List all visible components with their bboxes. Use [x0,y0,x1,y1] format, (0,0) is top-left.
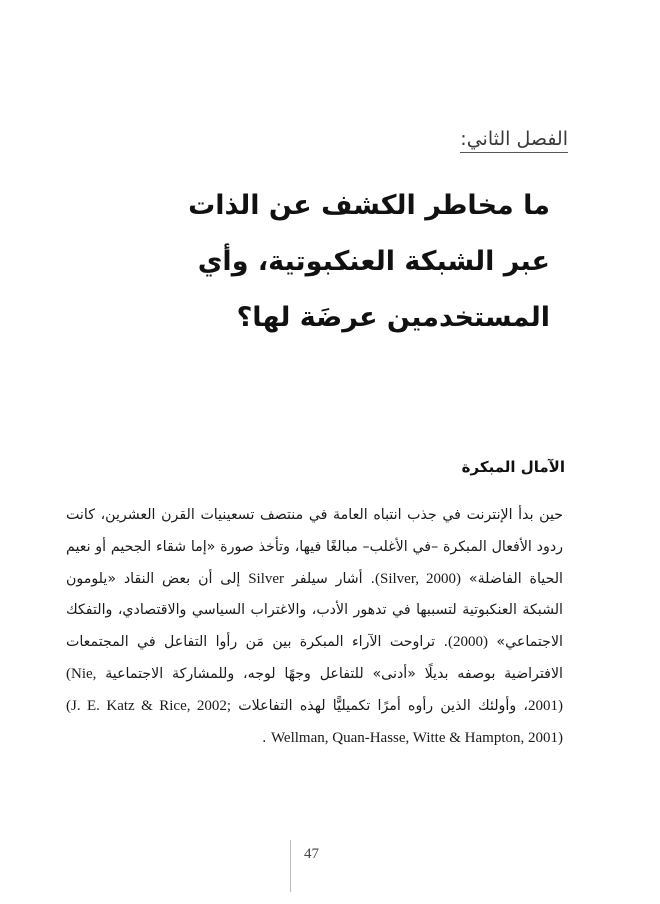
citation-katz-wellman: (J. E. Katz & Rice, 2002; Wellman, Quan-Hasse, Witte & Hampton, 2001) [66,697,563,746]
chapter-label: الفصل الثاني: [460,128,568,153]
page-number: 47 [304,846,319,862]
footer-divider [290,840,291,892]
body-sentence-1: حين بدأ الإنترنت في جذب انتباه العامة في منتصف تسعينيات القرن العشرين، كانت ردود الأفعال المبكرة –في الأغلب– مبالغًا فيها، وتأخذ صورة «إما شقاء الجحيم أو نعيم الحياة الفاضلة» [66,507,563,587]
author-name-silver: Silver [248,570,285,587]
citation-silver-2000: (Silver, 2000) [374,570,462,587]
body-sentence-5: ، وأولئك الذين رأوه أمرًا تكميليًّا لهذه التفاعلات [238,697,528,714]
body-paragraph [66,500,563,754]
body-sentence-6: . [261,729,267,746]
chapter-title-line-1: ما مخاطر الكشف عن الذات [188,190,550,221]
chapter-title-line-2: عبر الشبكة العنكبوتية، وأي [197,246,550,277]
citation-nie-2001: (Nie, 2001) [66,665,563,714]
body-sentence-3: إلى أن بعض النقاد «يلومون الشبكة العنكبوتية لتسببها في تدهور الأدب، والاغتراب السياسي والاقتصادي، والتفكك الاجتماعي» [66,570,563,651]
citation-2000: (2000) [448,634,489,651]
body-sentence-4: . تراوحت الآراء المبكرة بين مَن رأوا التفاعل في المجتمعات الافتراضية بوصفه بديلًا «أدنى» للتفاعل وجهًا لوجه، وللمشاركة الاجتماعية [66,634,563,682]
chapter-title-line-3: المستخدمين عرضَة لها؟ [236,302,550,333]
body-sentence-2: . أشار سيلفر [291,570,375,587]
section-heading: الآمال المبكرة [461,458,565,476]
chapter-title [90,178,550,346]
